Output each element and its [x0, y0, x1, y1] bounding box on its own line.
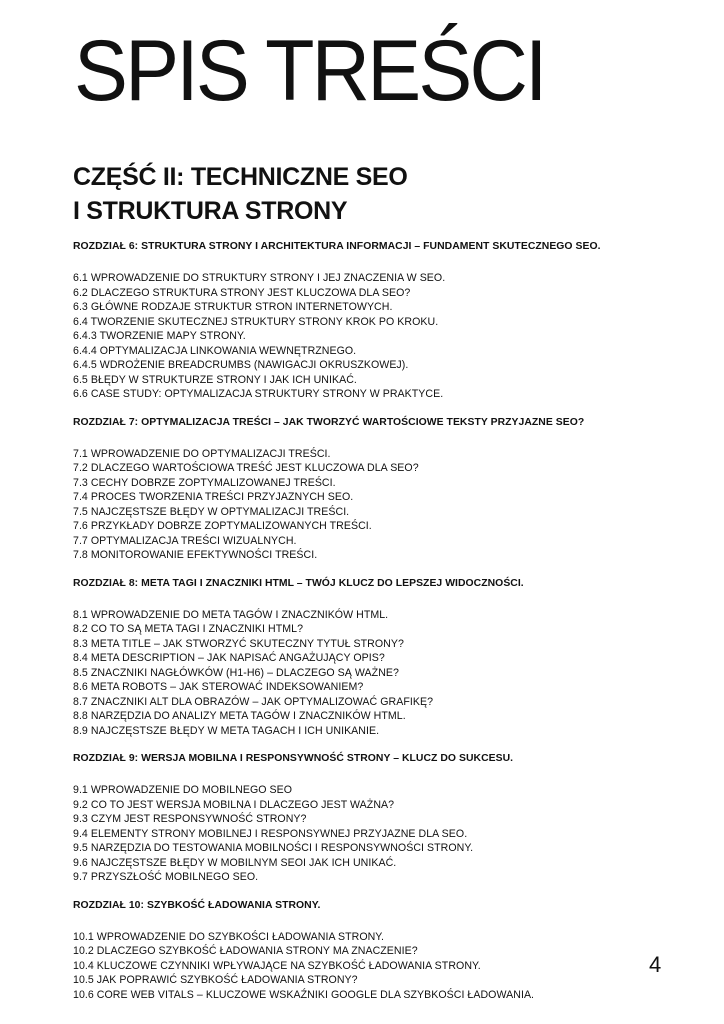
chapter-item-list [73, 930, 693, 1003]
chapter-section [73, 240, 693, 402]
toc-entry: 8.2 CO TO SĄ META TAGI I ZNACZNIKI HTML? [73, 623, 304, 635]
chapter-section [73, 416, 693, 563]
toc-entry: 10.1 WPROWADZENIE DO SZYBKOŚCI ŁADOWANIA STRONY. [73, 930, 385, 943]
part-title [73, 160, 408, 228]
toc-entry: 8.9 NAJCZĘSTSZE BŁĘDY W META TAGACH I ICH UNIKANIE. [73, 724, 380, 737]
toc-entry: 7.4 PROCES TWORZENIA TREŚCI PRZYJAZNYCH SEO. [73, 491, 354, 503]
part-title-line2: I STRUKTURA STRONY [73, 197, 348, 225]
page-number: 4 [649, 952, 662, 977]
page-title: SPIS TREŚCI [74, 23, 545, 119]
toc-entry: 10.6 CORE WEB VITALS – KLUCZOWE WSKAŹNIKI GOOGLE DLA SZYBKOŚCI ŁADOWANIA. [73, 988, 535, 1001]
toc-entry: 7.7 OPTYMALIZACJA TREŚCI WIZUALNYCH. [73, 534, 297, 547]
toc-entry: 6.4.5 WDROŻENIE BREADCRUMBS (NAWIGACJI OKRUSZKOWEJ). [73, 359, 409, 371]
toc-entry: 7.1 WPROWADZENIE DO OPTYMALIZACJI TREŚCI. [73, 447, 331, 460]
table-of-contents [73, 240, 693, 1016]
toc-entry: 7.2 DLACZEGO WARTOŚCIOWA TREŚĆ JEST KLUCZOWA DLA SEO? [73, 462, 419, 474]
toc-entry: 9.4 ELEMENTY STRONY MOBILNEJ I RESPONSYWNEJ PRZYJAZNE DLA SEO. [73, 827, 468, 840]
chapter-heading: ROZDZIAŁ 7: OPTYMALIZACJA TREŚCI – JAK TWORZYĆ WARTOŚCIOWE TEKSTY PRZYJAZNE SEO? [73, 416, 585, 428]
toc-entry: 6.3 GŁÓWNE RODZAJE STRUKTUR STRON INTERNETOWYCH. [73, 301, 393, 313]
toc-entry: 10.5 JAK POPRAWIĆ SZYBKOŚĆ ŁADOWANIA STRONY? [73, 974, 358, 986]
chapter-heading: ROZDZIAŁ 6: STRUKTURA STRONY I ARCHITEKTURA INFORMACJI – FUNDAMENT SKUTECZNEGO SEO. [73, 241, 601, 252]
toc-entry: 7.6 PRZYKŁADY DOBRZE ZOPTYMALIZOWANYCH TREŚCI. [73, 520, 372, 532]
toc-entry: 6.5 BŁĘDY W STRUKTURZE STRONY I JAK ICH UNIKAĆ. [73, 373, 357, 386]
toc-entry: 8.3 META TITLE – JAK STWORZYĆ SKUTECZNY TYTUŁ STRONY? [73, 637, 404, 650]
toc-entry: 6.4.3 TWORZENIE MAPY STRONY. [73, 330, 246, 342]
chapter-section [73, 577, 693, 739]
toc-entry: 8.8 NARZĘDZIA DO ANALIZY META TAGÓW I ZNACZNIKÓW HTML. [73, 710, 406, 722]
chapter-section [73, 752, 693, 885]
toc-entry: 6.6 CASE STUDY: OPTYMALIZACJA STRUKTURY STRONY W PRAKTYCE. [73, 388, 444, 400]
chapter-section [73, 899, 693, 1003]
chapter-item-list [73, 271, 693, 402]
toc-entry: 8.7 ZNACZNIKI ALT DLA OBRAZÓW – JAK OPTYMALIZOWAĆ GRAFIKĘ? [73, 695, 434, 708]
toc-entry: 8.4 META DESCRIPTION – JAK NAPISAĆ ANGAŻUJĄCY OPIS? [73, 652, 385, 664]
toc-entry: 9.1 WPROWADZENIE DO MOBILNEGO SEO [73, 784, 293, 796]
toc-entry: 8.1 WPROWADZENIE DO META TAGÓW I ZNACZNIKÓW HTML. [73, 608, 389, 621]
toc-entry: 10.4 KLUCZOWE CZYNNIKI WPŁYWAJĄCE NA SZYBKOŚĆ ŁADOWANIA STRONY. [73, 959, 481, 972]
toc-entry: 7.8 MONITOROWANIE EFEKTYWNOŚCI TREŚCI. [73, 549, 318, 561]
toc-entry: 9.7 PRZYSZŁOŚĆ MOBILNEGO SEO. [73, 871, 259, 883]
chapter-heading: ROZDZIAŁ 9: WERSJA MOBILNA I RESPONSYWNOŚĆ STRONY – KLUCZ DO SUKCESU. [73, 753, 514, 764]
toc-entry: 10.2 DLACZEGO SZYBKOŚĆ ŁADOWANIA STRONY MA ZNACZENIE? [73, 945, 418, 957]
toc-entry: 6.4.4 OPTYMALIZACJA LINKOWANIA WEWNĘTRZNEGO. [73, 344, 357, 357]
part-title-line1: CZĘŚĆ II: TECHNICZNE SEO [73, 163, 408, 191]
toc-entry: 7.3 CECHY DOBRZE ZOPTYMALIZOWANEJ TREŚCI. [73, 476, 336, 489]
toc-entry: 9.3 CZYM JEST RESPONSYWNOŚĆ STRONY? [73, 813, 307, 825]
toc-entry: 9.2 CO TO JEST WERSJA MOBILNA I DLACZEGO JEST WAŻNA? [73, 798, 395, 811]
toc-entry: 6.4 TWORZENIE SKUTECZNEJ STRUKTURY STRONY KROK PO KROKU. [73, 315, 439, 328]
toc-entry: 6.1 WPROWADZENIE DO STRUKTURY STRONY I JEJ ZNACZENIA W SEO. [73, 272, 446, 284]
toc-entry: 9.5 NARZĘDZIA DO TESTOWANIA MOBILNOŚCI I RESPONSYWNOŚCI STRONY. [73, 842, 474, 854]
toc-entry: 7.5 NAJCZĘSTSZE BŁĘDY W OPTYMALIZACJI TREŚCI. [73, 505, 350, 518]
chapter-item-list [73, 783, 693, 885]
chapter-heading: ROZDZIAŁ 10: SZYBKOŚĆ ŁADOWANIA STRONY. [73, 899, 321, 911]
toc-entry: 6.2 DLACZEGO STRUKTURA STRONY JEST KLUCZOWA DLA SEO? [73, 286, 411, 299]
toc-entry: 8.6 META ROBOTS – JAK STEROWAĆ INDEKSOWANIEM? [73, 681, 364, 693]
chapter-heading: ROZDZIAŁ 8: META TAGI I ZNACZNIKI HTML – TWÓJ KLUCZ DO LEPSZEJ WIDOCZNOŚCI. [73, 577, 524, 589]
chapter-item-list [73, 447, 693, 563]
toc-entry: 9.6 NAJCZĘSTSZE BŁĘDY W MOBILNYM SEOI JAK ICH UNIKAĆ. [73, 856, 397, 869]
toc-entry: 8.5 ZNACZNIKI NAGŁÓWKÓW (H1-H6) – DLACZEGO SĄ WAŻNE? [73, 666, 399, 679]
chapter-item-list [73, 608, 693, 739]
